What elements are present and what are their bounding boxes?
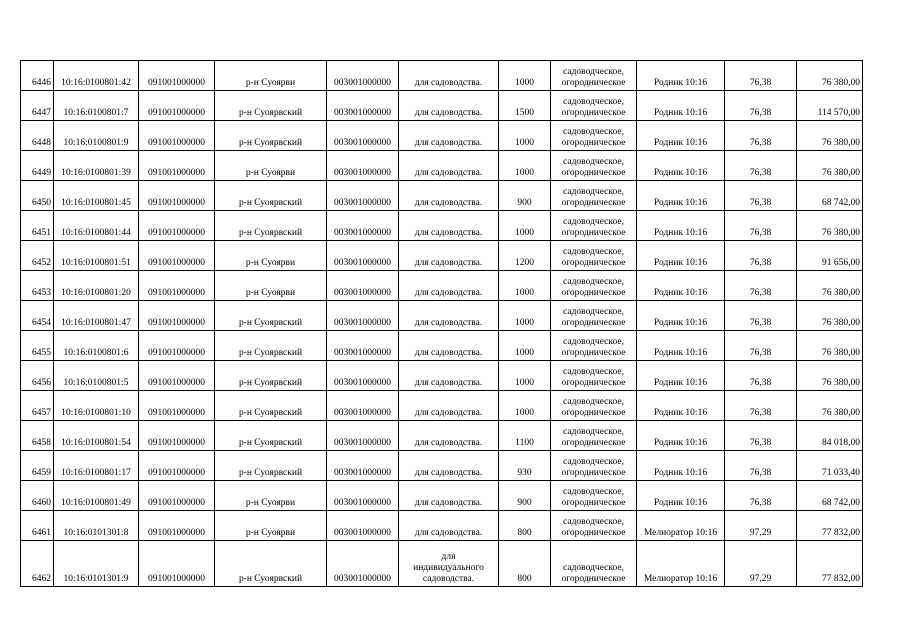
cadastral-number: 10:16:0100801:17	[54, 451, 139, 481]
table-body	[21, 61, 863, 587]
land-type-line: садоводческое,	[563, 457, 624, 467]
category-code: 003001000000	[327, 61, 399, 91]
land-type-line: садоводческое,	[563, 517, 624, 527]
category-code: 003001000000	[327, 421, 399, 451]
land-type-line: огородническое	[561, 78, 626, 88]
area: 800	[499, 511, 551, 541]
specific-value: 76,38	[725, 181, 797, 211]
okato-code: 091001000000	[139, 391, 215, 421]
location: р-н Суоярви	[215, 481, 327, 511]
land-type-line: садоводческое,	[563, 307, 624, 317]
okato-code: 091001000000	[139, 421, 215, 451]
specific-value: 76,38	[725, 301, 797, 331]
table-row	[21, 481, 863, 511]
table-row	[21, 541, 863, 587]
cadastral-value: 77 832,00	[797, 541, 863, 587]
cadastral-value: 114 570,00	[797, 91, 863, 121]
okato-code: 091001000000	[139, 331, 215, 361]
land-type-line: садоводческое,	[563, 67, 624, 77]
area: 1000	[499, 361, 551, 391]
land-type	[551, 511, 637, 541]
cadastral-value: 76 380,00	[797, 121, 863, 151]
cadastral-number: 10:16:0100801:10	[54, 391, 139, 421]
location: р-н Суоярвский	[215, 541, 327, 587]
cadastral-value: 84 018,00	[797, 421, 863, 451]
area: 1000	[499, 271, 551, 301]
land-type-line: садоводческое,	[563, 367, 624, 377]
land-type	[551, 121, 637, 151]
land-type-line: огородническое	[561, 378, 626, 388]
row-number: 6454	[21, 301, 54, 331]
permitted-use: для садоводства.	[399, 61, 499, 91]
area: 900	[499, 181, 551, 211]
okato-code: 091001000000	[139, 361, 215, 391]
cadastral-number: 10:16:0100801:20	[54, 271, 139, 301]
area: 1200	[499, 241, 551, 271]
location: р-н Суоярви	[215, 511, 327, 541]
permitted-use: для садоводства.	[399, 301, 499, 331]
specific-value: 76,38	[725, 391, 797, 421]
category-code: 003001000000	[327, 121, 399, 151]
land-type	[551, 451, 637, 481]
location: р-н Суоярвский	[215, 181, 327, 211]
permitted-use-line: садоводства.	[422, 574, 475, 584]
category-code: 003001000000	[327, 331, 399, 361]
table-row	[21, 271, 863, 301]
location: р-н Суоярвский	[215, 301, 327, 331]
specific-value: 76,38	[725, 211, 797, 241]
specific-value: 76,38	[725, 91, 797, 121]
row-number: 6457	[21, 391, 54, 421]
land-type	[551, 211, 637, 241]
land-type-line: садоводческое,	[563, 277, 624, 287]
location: р-н Суоярвский	[215, 91, 327, 121]
cadastral-value: 76 380,00	[797, 361, 863, 391]
cadastral-number: 10:16:0100801:5	[54, 361, 139, 391]
okato-code: 091001000000	[139, 511, 215, 541]
land-type-line: садоводческое,	[563, 563, 624, 573]
permitted-use: для садоводства.	[399, 91, 499, 121]
table-row	[21, 451, 863, 481]
land-type-line: садоводческое,	[563, 127, 624, 137]
association-name: Родник 10:16	[637, 61, 725, 91]
area: 1000	[499, 211, 551, 241]
association-name: Родник 10:16	[637, 391, 725, 421]
cadastral-number: 10:16:0100801:47	[54, 301, 139, 331]
row-number: 6462	[21, 541, 54, 587]
area: 1000	[499, 61, 551, 91]
area: 1000	[499, 151, 551, 181]
permitted-use-line: индивидуального	[413, 563, 484, 573]
row-number: 6453	[21, 271, 54, 301]
location: р-н Суоярвский	[215, 451, 327, 481]
category-code: 003001000000	[327, 301, 399, 331]
land-type	[551, 91, 637, 121]
specific-value: 97,29	[725, 541, 797, 587]
association-name: Родник 10:16	[637, 241, 725, 271]
land-type-line: садоводческое,	[563, 337, 624, 347]
area: 800	[499, 541, 551, 587]
okato-code: 091001000000	[139, 451, 215, 481]
land-type-line: огородническое	[561, 468, 626, 478]
okato-code: 091001000000	[139, 271, 215, 301]
cadastral-value: 68 742,00	[797, 181, 863, 211]
location: р-н Суоярвский	[215, 211, 327, 241]
land-register-table	[20, 60, 863, 587]
association-name: Родник 10:16	[637, 301, 725, 331]
land-type	[551, 241, 637, 271]
land-type-line: огородническое	[561, 198, 626, 208]
permitted-use: для садоводства.	[399, 121, 499, 151]
table-row	[21, 361, 863, 391]
permitted-use: для садоводства.	[399, 421, 499, 451]
table-row	[21, 301, 863, 331]
cadastral-number: 10:16:0100801:44	[54, 211, 139, 241]
association-name: Родник 10:16	[637, 481, 725, 511]
specific-value: 76,38	[725, 271, 797, 301]
category-code: 003001000000	[327, 481, 399, 511]
land-type-line: огородническое	[561, 574, 626, 584]
cadastral-value: 76 380,00	[797, 301, 863, 331]
land-type-line: садоводческое,	[563, 157, 624, 167]
cadastral-number: 10:16:0100801:7	[54, 91, 139, 121]
cadastral-number: 10:16:0100801:51	[54, 241, 139, 271]
table-row	[21, 211, 863, 241]
cadastral-value: 76 380,00	[797, 391, 863, 421]
land-type	[551, 331, 637, 361]
table-row	[21, 121, 863, 151]
location: р-н Суоярви	[215, 271, 327, 301]
row-number: 6452	[21, 241, 54, 271]
table-row	[21, 61, 863, 91]
cadastral-value: 91 656,00	[797, 241, 863, 271]
cadastral-value: 76 380,00	[797, 61, 863, 91]
land-type-line: садоводческое,	[563, 97, 624, 107]
category-code: 003001000000	[327, 241, 399, 271]
association-name: Родник 10:16	[637, 211, 725, 241]
permitted-use	[399, 541, 499, 587]
row-number: 6448	[21, 121, 54, 151]
land-type	[551, 301, 637, 331]
cadastral-number: 10:16:0100801:42	[54, 61, 139, 91]
association-name: Родник 10:16	[637, 271, 725, 301]
permitted-use: для садоводства.	[399, 271, 499, 301]
land-type-line: огородническое	[561, 258, 626, 268]
land-type	[551, 271, 637, 301]
association-name: Родник 10:16	[637, 151, 725, 181]
land-type	[551, 61, 637, 91]
association-name: Родник 10:16	[637, 181, 725, 211]
table-row	[21, 181, 863, 211]
table-row	[21, 91, 863, 121]
row-number: 6458	[21, 421, 54, 451]
land-type-line: огородническое	[561, 528, 626, 538]
specific-value: 76,38	[725, 61, 797, 91]
permitted-use: для садоводства.	[399, 481, 499, 511]
category-code: 003001000000	[327, 451, 399, 481]
location: р-н Суоярви	[215, 151, 327, 181]
location: р-н Суоярви	[215, 241, 327, 271]
land-type-line: огородническое	[561, 318, 626, 328]
land-type	[551, 481, 637, 511]
cadastral-number: 10:16:0100801:39	[54, 151, 139, 181]
land-type-line: огородническое	[561, 288, 626, 298]
specific-value: 76,38	[725, 151, 797, 181]
land-type	[551, 361, 637, 391]
row-number: 6451	[21, 211, 54, 241]
specific-value: 76,38	[725, 481, 797, 511]
land-type	[551, 151, 637, 181]
specific-value: 76,38	[725, 361, 797, 391]
category-code: 003001000000	[327, 541, 399, 587]
category-code: 003001000000	[327, 181, 399, 211]
permitted-use: для садоводства.	[399, 241, 499, 271]
specific-value: 97,29	[725, 511, 797, 541]
specific-value: 76,38	[725, 121, 797, 151]
land-type-line: садоводческое,	[563, 247, 624, 257]
permitted-use: для садоводства.	[399, 151, 499, 181]
land-type-line: огородническое	[561, 138, 626, 148]
association-name: Родник 10:16	[637, 451, 725, 481]
land-type	[551, 181, 637, 211]
okato-code: 091001000000	[139, 181, 215, 211]
okato-code: 091001000000	[139, 61, 215, 91]
okato-code: 091001000000	[139, 241, 215, 271]
table-row	[21, 421, 863, 451]
cadastral-value: 76 380,00	[797, 271, 863, 301]
association-name: Мелиоратор 10:16	[637, 511, 725, 541]
cadastral-number: 10:16:0100801:6	[54, 331, 139, 361]
association-name: Родник 10:16	[637, 421, 725, 451]
land-type	[551, 421, 637, 451]
category-code: 003001000000	[327, 211, 399, 241]
land-type-line: огородническое	[561, 228, 626, 238]
row-number: 6461	[21, 511, 54, 541]
cadastral-number: 10:16:0100801:9	[54, 121, 139, 151]
area: 1100	[499, 421, 551, 451]
table-row	[21, 511, 863, 541]
area: 1000	[499, 391, 551, 421]
location: р-н Суоярвский	[215, 391, 327, 421]
okato-code: 091001000000	[139, 121, 215, 151]
area: 900	[499, 481, 551, 511]
cadastral-value: 71 033,40	[797, 451, 863, 481]
row-number: 6460	[21, 481, 54, 511]
cadastral-number: 10:16:0100801:54	[54, 421, 139, 451]
land-type-line: огородническое	[561, 438, 626, 448]
cadastral-number: 10:16:0101301:8	[54, 511, 139, 541]
row-number: 6456	[21, 361, 54, 391]
association-name: Родник 10:16	[637, 361, 725, 391]
location: р-н Суоярвский	[215, 421, 327, 451]
permitted-use: для садоводства.	[399, 511, 499, 541]
association-name: Родник 10:16	[637, 121, 725, 151]
cadastral-number: 10:16:0100801:49	[54, 481, 139, 511]
specific-value: 76,38	[725, 451, 797, 481]
location: р-н Суоярвский	[215, 331, 327, 361]
area: 1000	[499, 331, 551, 361]
land-type-line: садоводческое,	[563, 397, 624, 407]
okato-code: 091001000000	[139, 481, 215, 511]
cadastral-number: 10:16:0100801:45	[54, 181, 139, 211]
land-type-line: огородническое	[561, 498, 626, 508]
okato-code: 091001000000	[139, 211, 215, 241]
category-code: 003001000000	[327, 511, 399, 541]
specific-value: 76,38	[725, 241, 797, 271]
category-code: 003001000000	[327, 361, 399, 391]
row-number: 6459	[21, 451, 54, 481]
table-row	[21, 151, 863, 181]
table-row	[21, 331, 863, 361]
cadastral-value: 76 380,00	[797, 331, 863, 361]
permitted-use: для садоводства.	[399, 331, 499, 361]
land-type-line: огородническое	[561, 348, 626, 358]
okato-code: 091001000000	[139, 151, 215, 181]
land-type-line: огородническое	[561, 408, 626, 418]
cadastral-value: 76 380,00	[797, 211, 863, 241]
okato-code: 091001000000	[139, 541, 215, 587]
permitted-use: для садоводства.	[399, 361, 499, 391]
land-type-line: садоводческое,	[563, 217, 624, 227]
cadastral-value: 76 380,00	[797, 151, 863, 181]
row-number: 6446	[21, 61, 54, 91]
land-type-line: огородническое	[561, 108, 626, 118]
land-type	[551, 541, 637, 587]
category-code: 003001000000	[327, 151, 399, 181]
location: р-н Суоярви	[215, 61, 327, 91]
cadastral-number: 10:16:0101301:9	[54, 541, 139, 587]
category-code: 003001000000	[327, 391, 399, 421]
table-row	[21, 241, 863, 271]
land-type	[551, 391, 637, 421]
area: 1500	[499, 91, 551, 121]
area: 930	[499, 451, 551, 481]
area: 1000	[499, 301, 551, 331]
area: 1000	[499, 121, 551, 151]
location: р-н Суоярвский	[215, 121, 327, 151]
table-row	[21, 391, 863, 421]
location: р-н Суоярвский	[215, 361, 327, 391]
row-number: 6449	[21, 151, 54, 181]
association-name: Мелиоратор 10:16	[637, 541, 725, 587]
row-number: 6455	[21, 331, 54, 361]
specific-value: 76,38	[725, 331, 797, 361]
category-code: 003001000000	[327, 271, 399, 301]
okato-code: 091001000000	[139, 301, 215, 331]
cadastral-value: 77 832,00	[797, 511, 863, 541]
land-type-line: садоводческое,	[563, 487, 624, 497]
association-name: Родник 10:16	[637, 331, 725, 361]
land-type-line: садоводческое,	[563, 187, 624, 197]
permitted-use: для садоводства.	[399, 181, 499, 211]
land-type-line: садоводческое,	[563, 427, 624, 437]
land-type-line: огородническое	[561, 168, 626, 178]
specific-value: 76,38	[725, 421, 797, 451]
permitted-use: для садоводства.	[399, 211, 499, 241]
permitted-use: для садоводства.	[399, 391, 499, 421]
cadastral-value: 68 742,00	[797, 481, 863, 511]
row-number: 6450	[21, 181, 54, 211]
okato-code: 091001000000	[139, 91, 215, 121]
permitted-use-line: для	[441, 552, 456, 562]
row-number: 6447	[21, 91, 54, 121]
permitted-use: для садоводства.	[399, 451, 499, 481]
association-name: Родник 10:16	[637, 91, 725, 121]
category-code: 003001000000	[327, 91, 399, 121]
